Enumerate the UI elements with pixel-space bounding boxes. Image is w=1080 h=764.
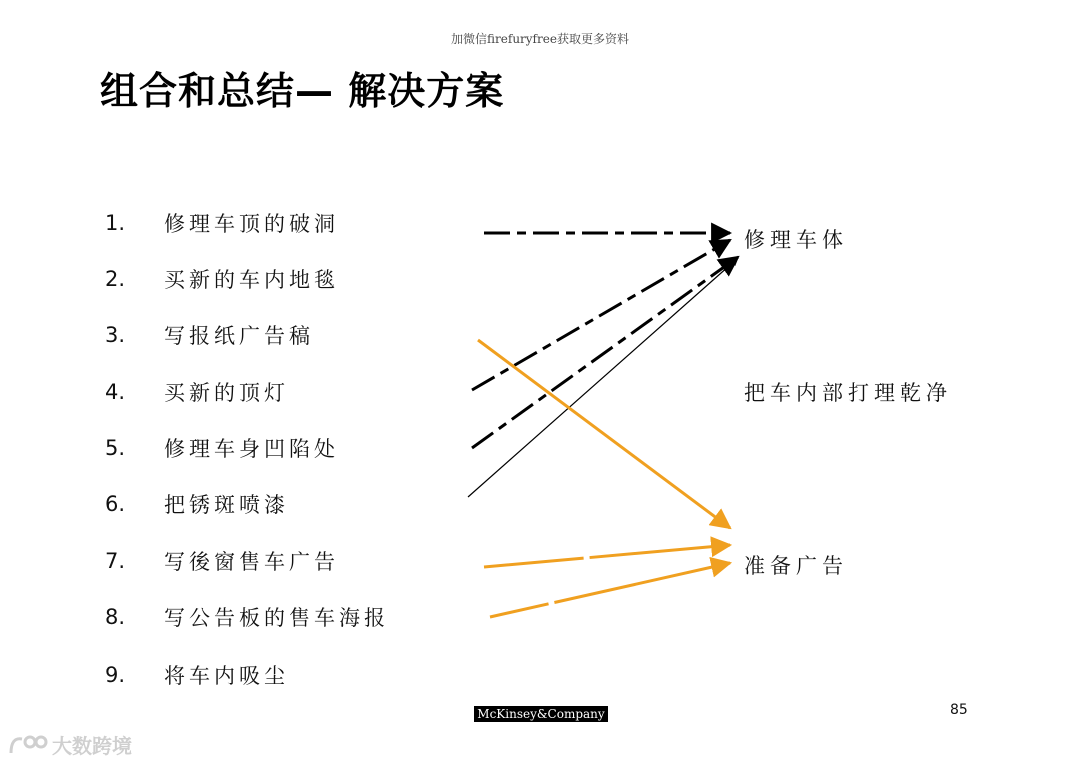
item-text: 买新的车内地毯 bbox=[164, 268, 339, 292]
item-text: 写报纸广告稿 bbox=[164, 324, 314, 348]
arrow-item6-to-repair bbox=[468, 258, 738, 497]
watermark-text: 大数跨境 bbox=[52, 734, 132, 758]
item-number: 5. bbox=[105, 436, 126, 460]
item-text: 买新的顶灯 bbox=[164, 381, 289, 405]
header-note: 加微信firefuryfree获取更多资料 bbox=[451, 32, 629, 46]
item-text: 写後窗售车广告 bbox=[164, 550, 339, 574]
item-text: 把锈斑喷漆 bbox=[164, 493, 289, 517]
arrow-item3-to-ads bbox=[478, 340, 730, 528]
target-clean-interior: 把车内部打理乾净 bbox=[744, 381, 952, 405]
page-number: 85 bbox=[950, 702, 968, 718]
mckinsey-logo: McKinsey&Company bbox=[474, 706, 608, 722]
arrow-item5-to-repair bbox=[472, 257, 738, 448]
item-number: 4. bbox=[105, 380, 126, 404]
target-prepare-ads: 准备广告 bbox=[744, 554, 848, 578]
watermark-logo-icon bbox=[8, 733, 48, 757]
item-number: 9. bbox=[105, 663, 126, 687]
page-title: 组合和总结— 解决方案 bbox=[100, 69, 505, 113]
item-number: 2. bbox=[105, 267, 126, 291]
item-text: 修理车身凹陷处 bbox=[164, 437, 339, 461]
item-number: 1. bbox=[105, 211, 126, 235]
target-repair-body: 修理车体 bbox=[744, 228, 848, 252]
item-text: 写公告板的售车海报 bbox=[164, 606, 389, 630]
item-number: 7. bbox=[105, 549, 126, 573]
item-number: 3. bbox=[105, 323, 126, 347]
arrow-item7-to-ads bbox=[484, 545, 730, 567]
watermark bbox=[8, 730, 132, 759]
arrow-item4-to-repair bbox=[472, 240, 730, 390]
item-number: 6. bbox=[105, 492, 126, 516]
item-text: 将车内吸尘 bbox=[164, 664, 289, 688]
item-text: 修理车顶的破洞 bbox=[164, 212, 339, 236]
item-number: 8. bbox=[105, 605, 126, 629]
arrow-item8-to-ads bbox=[490, 563, 730, 617]
